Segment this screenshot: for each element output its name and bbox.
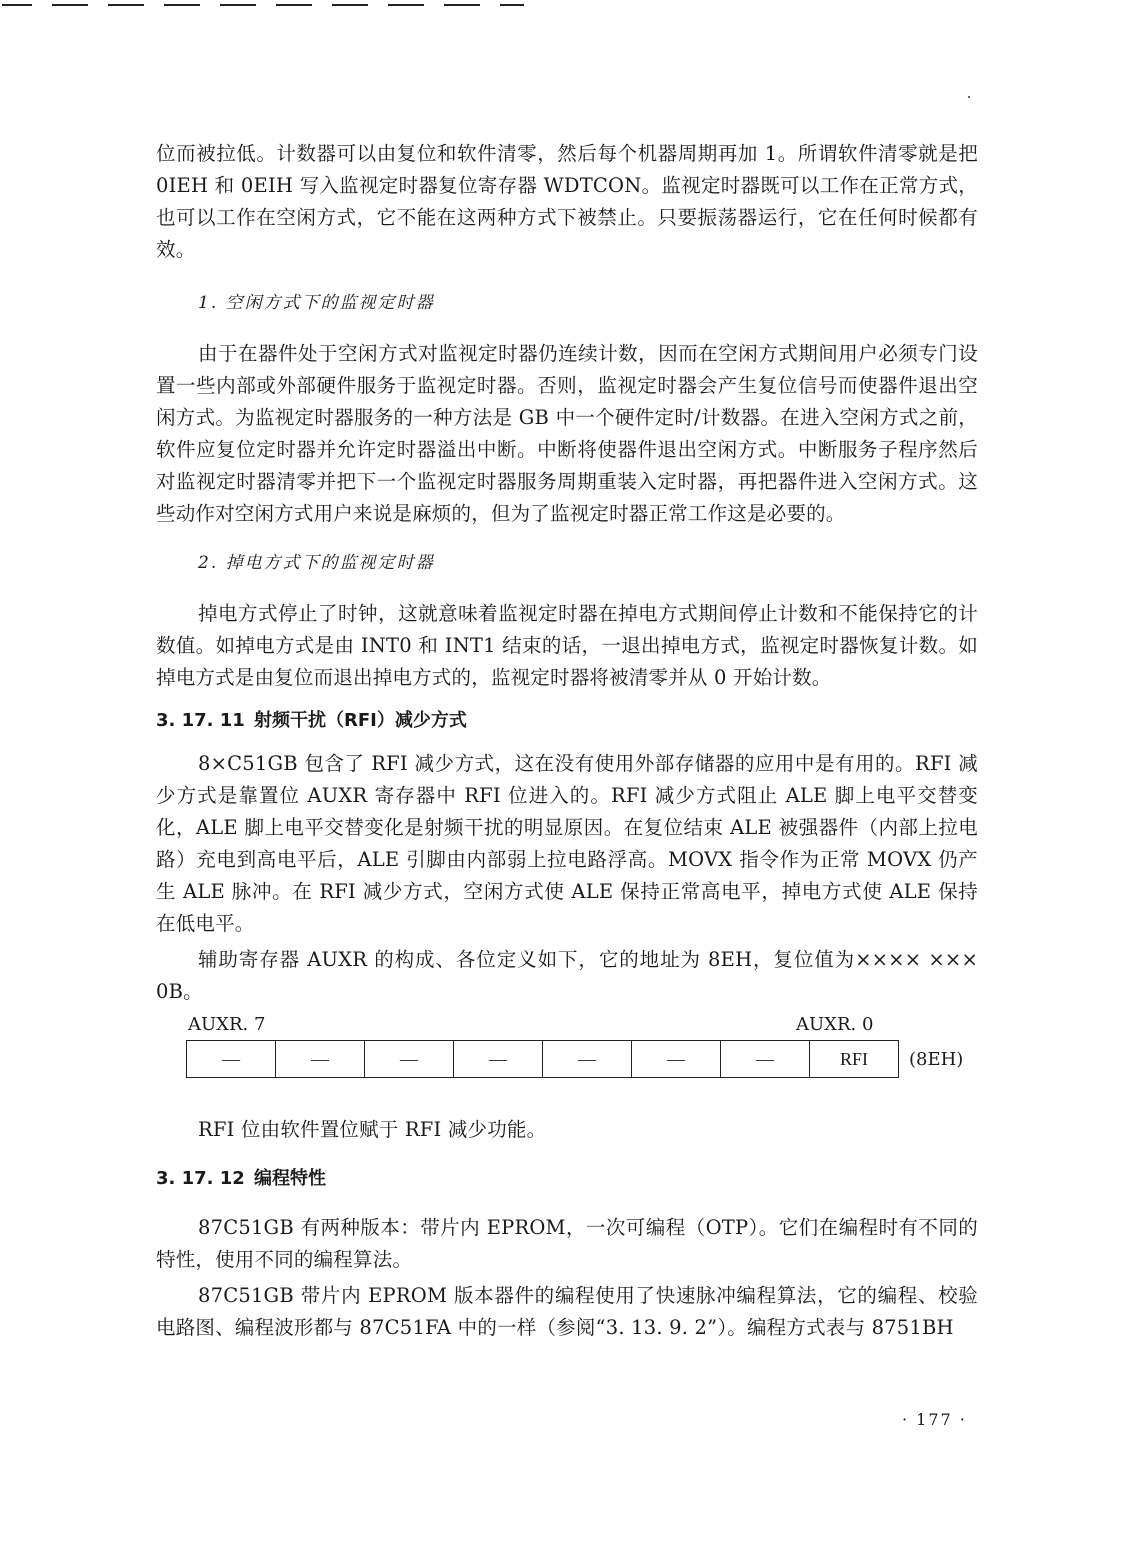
- scan-dot: [968, 96, 970, 98]
- auxr-register-diagram: [186, 1014, 978, 1078]
- page-number: · 177 ·: [902, 1410, 967, 1429]
- section-heading-rfi: [156, 706, 978, 736]
- register-bit-4: —: [454, 1041, 543, 1078]
- section-title: 编程特性: [254, 1168, 326, 1189]
- paragraph-rfi-bit: RFI 位由软件置位赋于 RFI 减少功能。: [198, 1118, 547, 1141]
- paragraph-idle-mode: 由于在器件处于空闲方式对监视定时器仍连续计数，因而在空闲方式期间用户必须专门设置一些内部或外部硬件服务于监视定时器。否则，监视定时器会产生复位信号而使器件退出空闲方式。为监视定时器服务的一种方法是 GB 中一个硬件定时/计数器。在进入空闲方式之前，软件应复位定时器并允许定时器溢出中断。中断将使器件退出空闲方式。中断服务子程序然后对监视定时器清零并把下一个监视定时器服务周期重装入定时器，再把器件进入空闲方式。这些动作对空闲方式用户来说是麻烦的，但为了监视定时器正常工作这是必要的。: [156, 342, 978, 525]
- subheading-idle-mode: 1. 空闲方式下的监视定时器: [198, 293, 435, 313]
- register-bit-0-rfi: RFI: [810, 1041, 899, 1078]
- register-bit-1: —: [721, 1041, 810, 1078]
- page-content: [156, 138, 978, 1344]
- register-bit-2: —: [632, 1041, 721, 1078]
- section-title: 射频干扰（RFI）减少方式: [254, 710, 467, 731]
- register-bit-7: —: [187, 1041, 276, 1078]
- section-number: 3. 17. 12: [156, 1168, 245, 1189]
- register-bit-5: —: [365, 1041, 454, 1078]
- register-address: (8EH): [909, 1048, 964, 1070]
- paragraph-power-down: 掉电方式停止了时钟，这就意味着监视定时器在掉电方式期间停止计数和不能保持它的计数值。如掉电方式是由 INT0 和 INT1 结束的话，一退出掉电方式，监视定时器恢复计数。如掉电方式是由复位而退出掉电方式的，监视定时器将被清零并从 0 开始计数。: [156, 602, 978, 689]
- paragraph-auxr-intro: 辅助寄存器 AUXR 的构成、各位定义如下，它的地址为 8EH，复位值为×××× ××× 0B。: [156, 948, 978, 1003]
- register-bit-3: —: [543, 1041, 632, 1078]
- scan-artifact-marks: [0, 0, 540, 14]
- paragraph-versions: 87C51GB 有两种版本：带片内 EPROM，一次可编程（OTP）。它们在编程时有不同的特性，使用不同的编程算法。: [156, 1216, 978, 1271]
- register-msb-label: AUXR. 7: [188, 1014, 266, 1035]
- register-bit-table: [186, 1040, 899, 1078]
- paragraph-watchdog-intro: 位而被拉低。计数器可以由复位和软件清零，然后每个机器周期再加 1。所谓软件清零就是把 0IEH 和 0EIH 写入监视定时器复位寄存器 WDTCON。监视定时器既可以工作在正常方式，也可以工作在空闲方式，它不能在这两种方式下被禁止。只要振荡器运行，它在任何时候都有效。: [156, 142, 978, 261]
- subheading-power-down: 2. 掉电方式下的监视定时器: [198, 553, 435, 573]
- register-lsb-label: AUXR. 0: [796, 1014, 874, 1035]
- paragraph-eprom-programming: 87C51GB 带片内 EPROM 版本器件的编程使用了快速脉冲编程算法，它的编程、校验电路图、编程波形都与 87C51FA 中的一样（参阅“3. 13. 9. 2”）。编程方式表与 8751BH: [156, 1284, 978, 1339]
- section-heading-programming: [156, 1164, 978, 1194]
- register-bit-6: —: [276, 1041, 365, 1078]
- paragraph-rfi-mode: 8×C51GB 包含了 RFI 减少方式，这在没有使用外部存储器的应用中是有用的。RFI 减少方式是靠置位 AUXR 寄存器中 RFI 位进入的。RFI 减少方式阻止 ALE 脚上电平交替变化，ALE 脚上电平交替变化是射频干扰的明显原因。在复位结束 ALE 被强器件（内部上拉电路）充电到高电平后，ALE 引脚由内部弱上拉电路浮高。MOVX 指令作为正常 MOVX 仍产生 ALE 脉冲。在 RFI 减少方式，空闲方式使 ALE 保持正常高电平，掉电方式使 ALE 保持在低电平。: [156, 752, 978, 935]
- section-number: 3. 17. 11: [156, 710, 245, 731]
